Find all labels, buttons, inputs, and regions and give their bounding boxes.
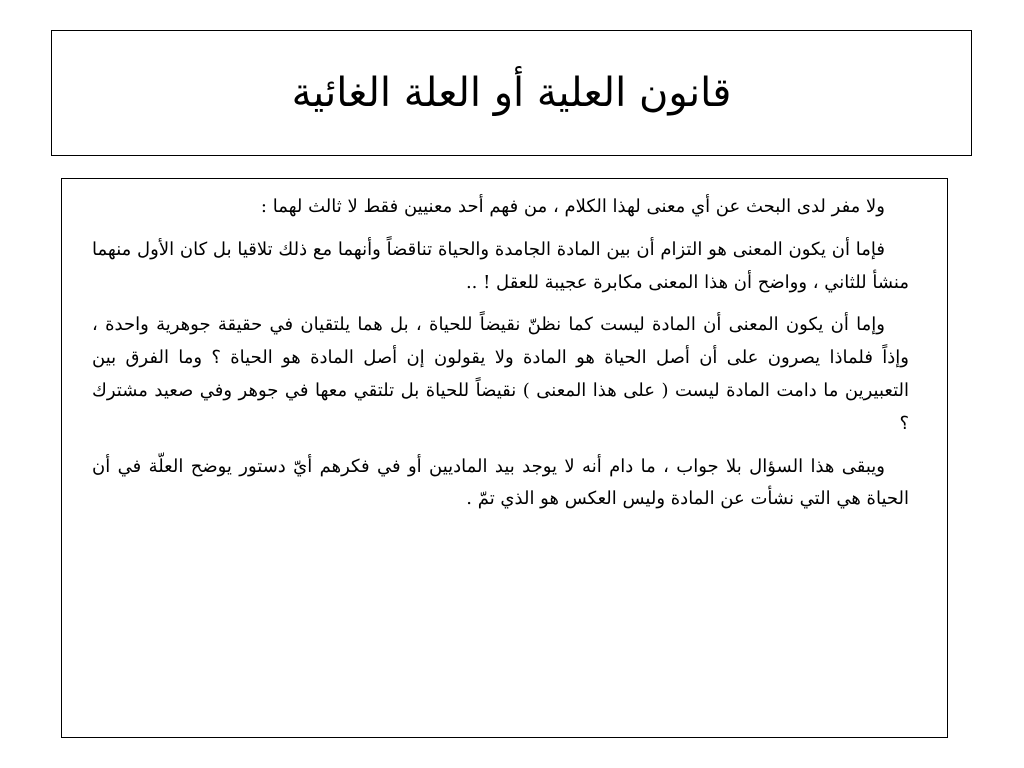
paragraph-2: فإما أن يكون المعنى هو التزام أن بين المادة الجامدة والحياة تناقضاً وأنهما مع ذلك تلاقيا بل كان الأول منهما منشأ للثاني ، وواضح أن هذا المعنى مكابرة عجيبة للعقل ! .. (92, 238, 909, 293)
body-text-box (61, 178, 948, 738)
title-box (51, 30, 972, 156)
paragraph-1: ولا مفر لدى البحث عن أي معنى لهذا الكلام ، من فهم أحد معنيين فقط لا ثالث لهما : (260, 196, 885, 217)
paragraph-3: وإما أن يكون المعنى أن المادة ليست كما نظنّ نقيضاً للحياة ، بل هما يلتقيان في حقيقة جوهرية واحدة ، وإذاً فلماذا يصرون على أن أصل الحياة هو المادة ولا يقولون إن أصل المادة هو الحياة ؟ وما الفرق بين التعبيرين ما دامت المادة ليست ( على هذا المعنى ) نقيضاً للحياة بل تلتقي معها في جوهر وفي صعيد مشترك ؟ (92, 314, 909, 434)
slide-title: قانون العلية أو العلة الغائية (291, 70, 732, 116)
paragraph-4: ويبقى هذا السؤال بلا جواب ، ما دام أنه لا يوجد بيد الماديين أو في فكرهم أيّ دستور يوضح العلّة في أن الحياة هي التي نشأت عن المادة وليس العكس هو الذي تمّ . (92, 455, 909, 510)
